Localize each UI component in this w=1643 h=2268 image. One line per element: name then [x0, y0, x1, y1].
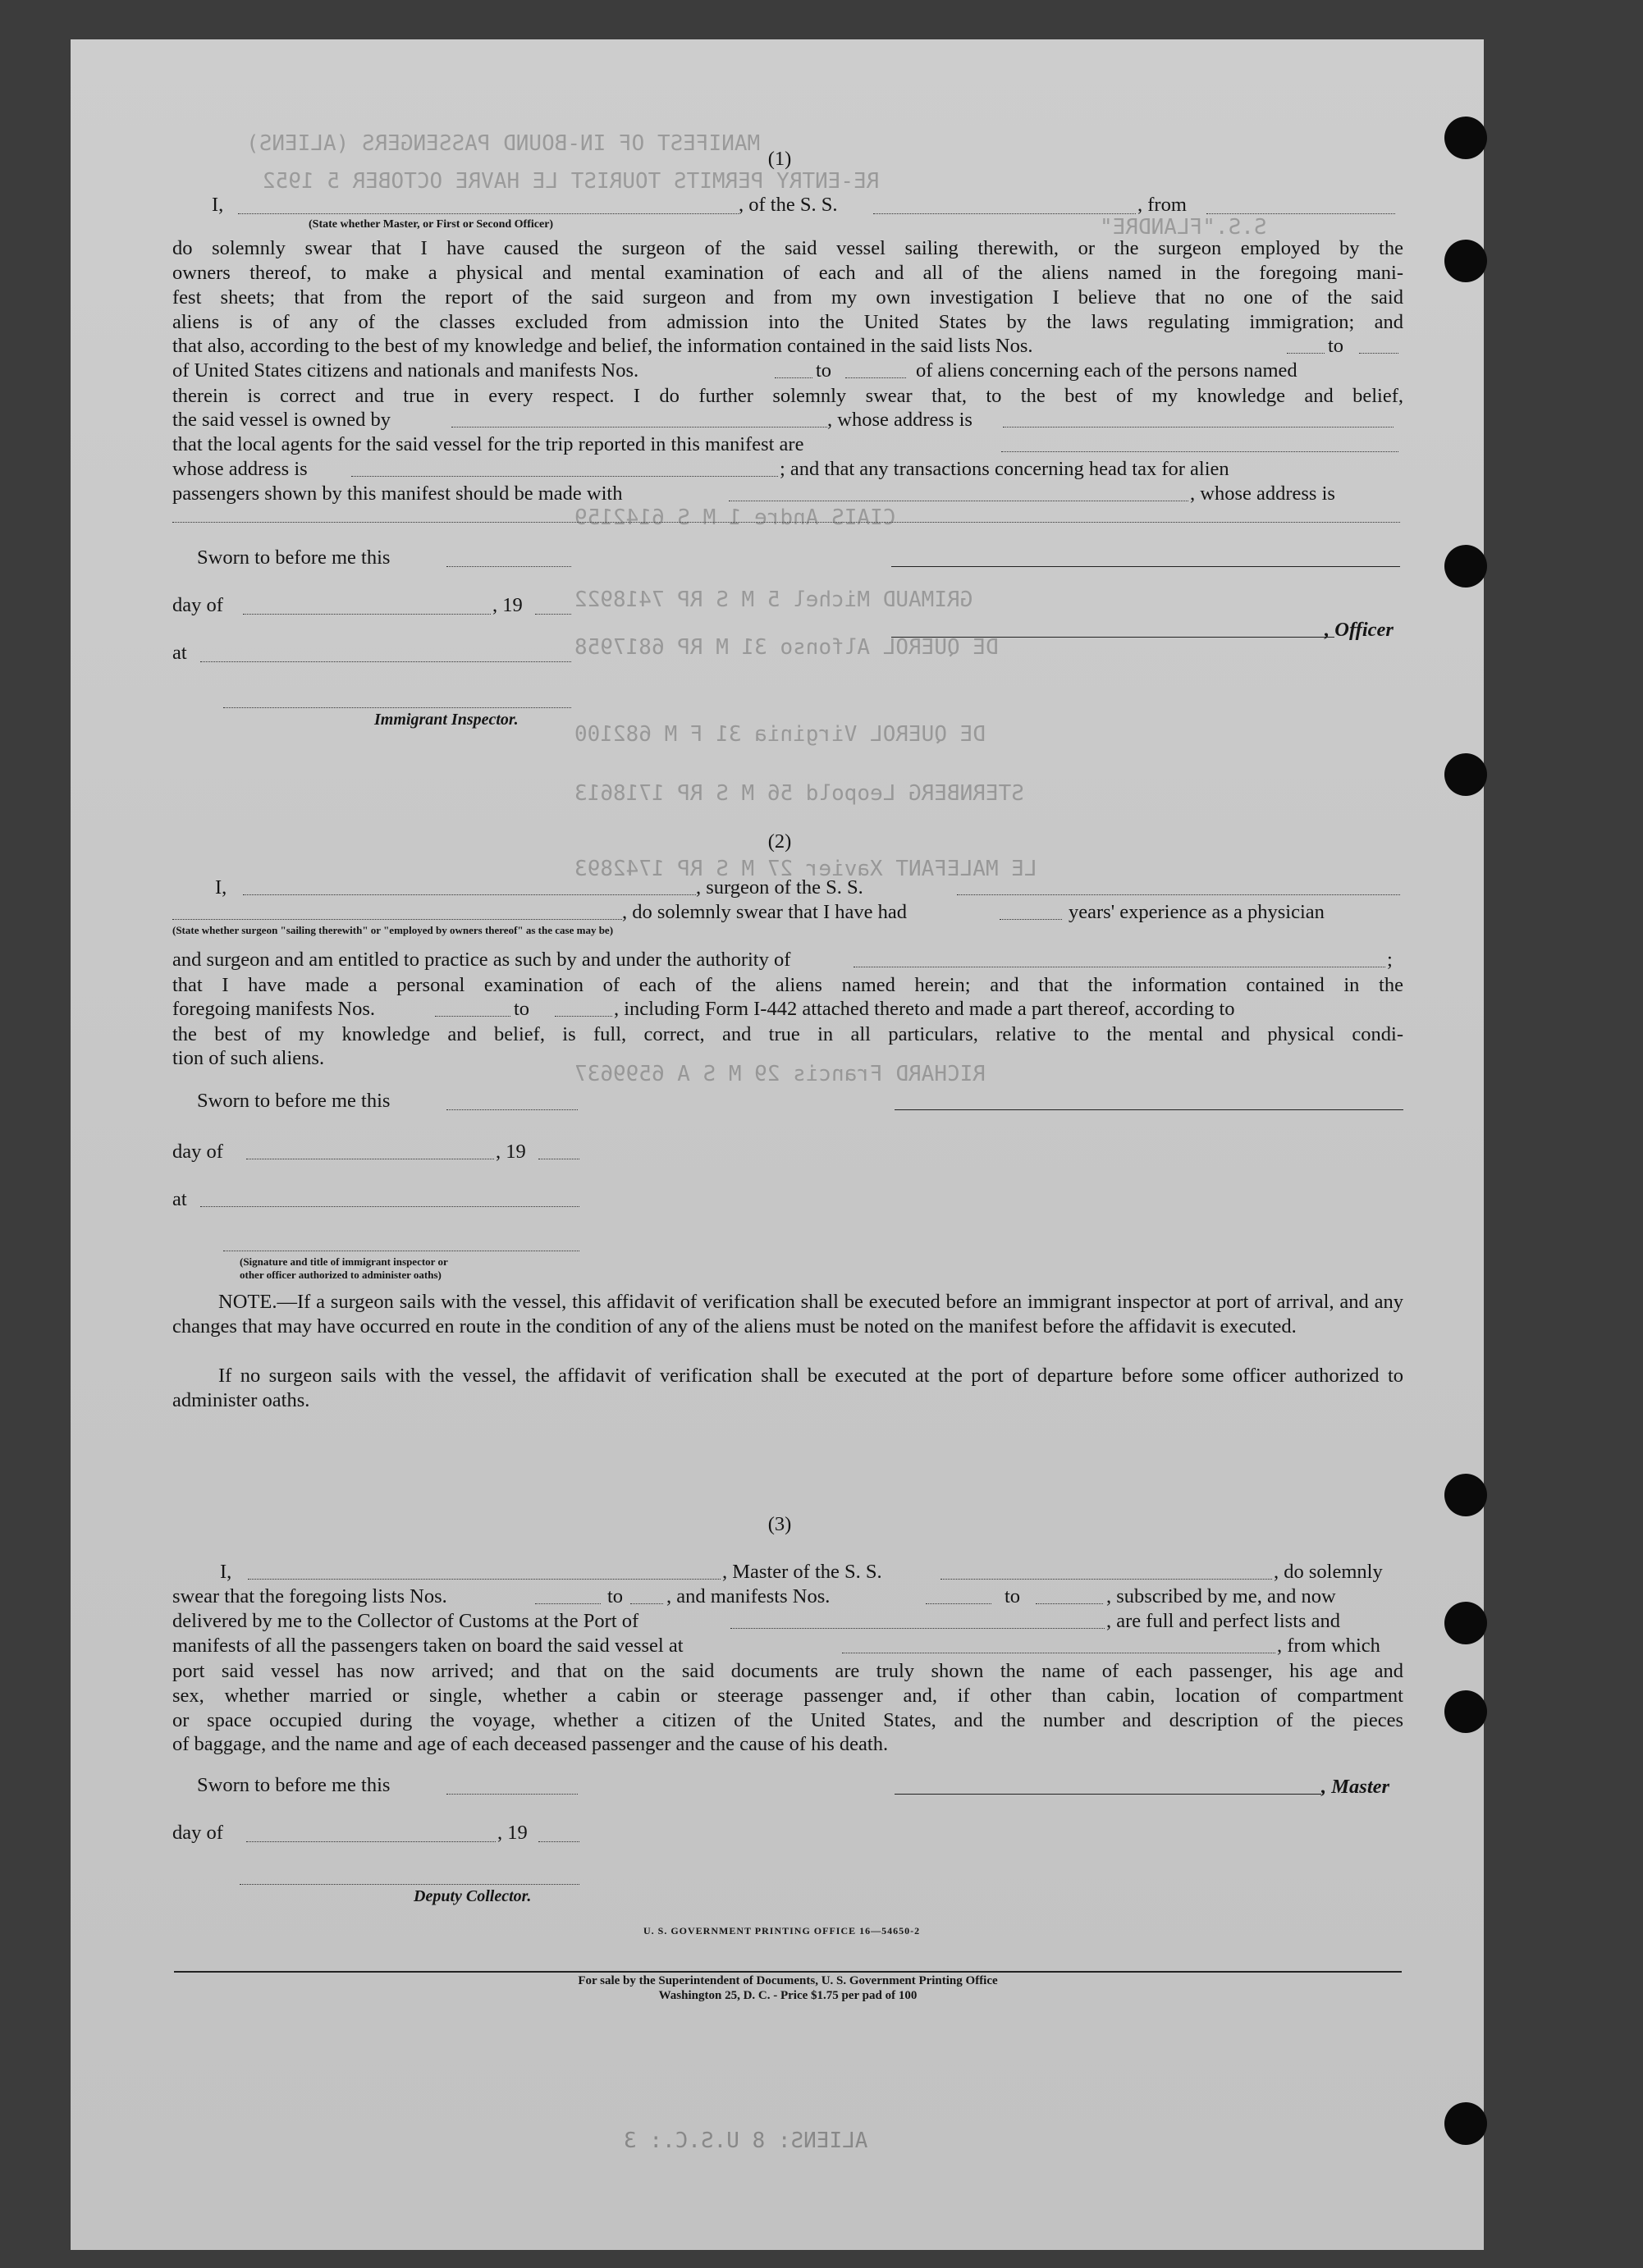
s2-at-field[interactable] — [200, 1206, 579, 1207]
s1-sworn-field[interactable] — [446, 566, 571, 567]
bleed-through-row: STERNBERG Leopold 56 M S RP 1718613 — [574, 781, 1024, 806]
s1-to-label: to — [816, 359, 832, 382]
s1-officer-title: , Officer — [1325, 619, 1394, 641]
s1-whose-address-end: , whose address is — [1190, 482, 1335, 505]
s2-surgeon-name-field[interactable] — [243, 894, 696, 895]
s1-lists-from-field[interactable] — [1287, 353, 1325, 354]
s3-year-field[interactable] — [538, 1841, 579, 1842]
s1-sworn-label: Sworn to before me this — [197, 546, 391, 569]
s3-master-signature-line[interactable] — [895, 1794, 1321, 1795]
s1-line: passengers shown by this manifest should be made with — [172, 482, 623, 505]
s2-line-foregoing-b: to — [514, 998, 530, 1020]
s1-line: fest sheets; that from the report of the said surgeon and from my own investigation I believe that no one of the said — [172, 286, 1403, 309]
s2-line-authority: and surgeon and am entitled to practice as such by and under the authority of — [172, 949, 791, 971]
s1-line: whose address is — [172, 458, 308, 480]
s1-at-label: at — [172, 642, 187, 664]
footer-sale-line-2: Washington 25, D. C. - Price $1.75 per pad of 100 — [658, 1989, 918, 2002]
footer-sale-line-1: For sale by the Superintendent of Documents, U. S. Government Printing Office — [578, 1974, 998, 1987]
s3-do-solemnly: , do solemnly — [1274, 1561, 1383, 1583]
s1-of-aliens: of aliens concerning each of the persons named — [916, 359, 1297, 382]
footer-rule — [174, 1971, 1402, 1973]
s1-from-port-field[interactable] — [1206, 213, 1395, 214]
s3-l3b: , are full and perfect lists and — [1106, 1610, 1341, 1632]
s3-line: sex, whether married or single, whether a cabin or steerage passenger and, if other than cabin, location of compartment — [172, 1685, 1403, 1707]
s3-l3a: delivered by me to the Collector of Customs at the Port of — [172, 1610, 639, 1632]
note-paragraph-1 — [172, 1290, 1403, 1339]
s2-line-foregoing-c: , including Form I-442 attached thereto and made a part thereof, according to — [614, 998, 1235, 1020]
bleed-through-totals: ALIENS: 8 U.S.C.: 3 — [624, 2129, 868, 2153]
s3-master-name-field[interactable] — [248, 1579, 721, 1580]
s1-whose-address: , whose address is — [827, 409, 973, 431]
s1-owner-field[interactable] — [451, 427, 827, 428]
punch-hole — [1444, 1690, 1487, 1733]
s3-l2a: swear that the foregoing lists Nos. — [172, 1585, 447, 1607]
s1-nineteen-label: , 19 — [492, 594, 523, 616]
s3-line: of baggage, and the name and age of each deceased passenger and the cause of his death. — [172, 1733, 889, 1755]
s1-day-field[interactable] — [243, 614, 491, 615]
punch-hole — [1444, 753, 1487, 796]
s1-of-ss-label: , of the S. S. — [739, 194, 838, 216]
s2-manifests-from-field[interactable] — [435, 1016, 510, 1017]
bleed-through-header: RE-ENTRY PERMITS TOURIST LE HAVRE OCTOBER 5 1952 — [263, 169, 880, 194]
s3-day-of-label: day of — [172, 1822, 223, 1844]
note-paragraph-2 — [172, 1364, 1403, 1413]
note-text-1: —If a surgeon sails with the vessel, this affidavit of verification shall be executed before an immigrant inspector at port of arrival, and any changes that may have occurred en route in the condition of any of the aliens must be noted on the manifest before the affidavit is executed. — [172, 1291, 1403, 1337]
s1-line: of United States citizens and nationals and manifests Nos. — [172, 359, 639, 382]
s1-line: the said vessel is owned by — [172, 409, 391, 431]
bleed-through-row: RICHARD Francis 29 M S A 6599637 — [574, 1062, 986, 1086]
s3-l4b: , from which — [1277, 1635, 1380, 1657]
s1-officer-line[interactable] — [891, 637, 1334, 638]
s2-surgeon-signature-line[interactable] — [895, 1109, 1403, 1110]
s1-line: that also, according to the best of my knowledge and belief, the information contained in the said lists Nos. — [172, 335, 1033, 357]
s3-nineteen-label: , 19 — [497, 1822, 528, 1844]
punch-hole — [1444, 117, 1487, 159]
s1-to-label: to — [1328, 335, 1344, 357]
bleed-through-row: DE QUEROL Virginia 31 F M 682100 — [574, 722, 986, 747]
s2-semicolon: ; — [1387, 949, 1393, 971]
s3-i-label: I, — [220, 1561, 232, 1583]
s2-line-best: the best of my knowledge and belief, is full, correct, and true in all particulars, relative to the mental and physical condi- — [172, 1023, 1403, 1045]
s3-manifests-to-field[interactable] — [1036, 1603, 1103, 1604]
s2-day-of-label: day of — [172, 1141, 223, 1163]
s1-officer-hint: (State whether Master, or First or Second Officer) — [309, 218, 554, 231]
s3-l2d: to — [1005, 1585, 1021, 1607]
s1-head-tax: ; and that any transactions concerning head tax for alien — [780, 458, 1229, 480]
s1-line: that the local agents for the said vessel for the trip reported in this manifest are — [172, 433, 804, 455]
s3-lists-to-field[interactable] — [630, 1603, 663, 1604]
s3-master-of: , Master of the S. S. — [722, 1561, 882, 1583]
s3-line: or space occupied during the voyage, whether a citizen of the United States, and the number and description of the pieces — [172, 1709, 1403, 1731]
s3-manifests-from-field[interactable] — [926, 1603, 991, 1604]
s1-line: aliens is of any of the classes excluded from admission into the United States by the laws regulating immigration; and — [172, 311, 1403, 333]
punch-hole — [1444, 1474, 1487, 1516]
s3-line: port said vessel has now arrived; and that on the said documents are truly shown the name of each passenger, his age and — [172, 1660, 1403, 1682]
s3-port-field[interactable] — [730, 1628, 1105, 1629]
punch-hole — [1444, 545, 1487, 588]
s2-manifests-to-field[interactable] — [555, 1016, 612, 1017]
s1-agents-address-field[interactable] — [351, 476, 778, 477]
punch-hole — [1444, 240, 1487, 282]
s2-sig-hint-2: other officer authorized to administer oaths) — [240, 1269, 442, 1281]
s3-l2e: , subscribed by me, and now — [1106, 1585, 1336, 1607]
note-text-2: If no surgeon sails with the vessel, the affidavit of verification shall be executed at the port of departure before some officer authorized to administer oaths. — [172, 1365, 1403, 1411]
bleed-through-row: LE MALEFANT Xavier 27 M S RP 1742893 — [574, 857, 1037, 881]
gpo-imprint: U. S. GOVERNMENT PRINTING OFFICE 16—54650-2 — [643, 1925, 921, 1936]
s1-line: owners thereof, to make a physical and mental examination of each and all of the aliens named in the foregoing mani- — [172, 262, 1403, 284]
s2-years: years' experience as a physician — [1069, 901, 1325, 923]
s1-i-label: I, — [212, 194, 224, 216]
s3-l2c: , and manifests Nos. — [666, 1585, 831, 1607]
bleed-through-row: GRIMAUD Michel 5 M S RP 7418922 — [574, 588, 973, 612]
bleed-through-title: MANIFEST OF IN-BOUND PASSENGERS (ALIENS) — [246, 131, 761, 156]
s1-at-field[interactable] — [200, 661, 571, 662]
section-1-number: (1) — [767, 148, 792, 170]
punch-hole — [1444, 2102, 1487, 2145]
s2-line-tion: tion of such aliens. — [172, 1047, 325, 1069]
s1-inspector-signature-line[interactable] — [223, 707, 571, 708]
s1-line: do solemnly swear that I have caused the surgeon of the said vessel sailing therewith, or the surgeon employed by the — [172, 237, 1403, 259]
bleed-through-row: DE QUEROL Alfonso 31 M RP 6817958 — [574, 635, 999, 660]
s2-sworn-field[interactable] — [446, 1109, 578, 1110]
s3-l2b: to — [607, 1585, 624, 1607]
s2-line-exam: that I have made a personal examination of each of the aliens named herein; and that the information contained in the — [172, 974, 1403, 996]
s3-master-title: , Master — [1321, 1776, 1390, 1798]
bleed-through-ship: S.S."FLANDRE" — [1100, 215, 1267, 240]
s1-line: therein is correct and true in every respect. I do further solemnly swear that, to the best of my knowledge and belief, — [172, 385, 1403, 407]
s1-ship-name-field[interactable] — [873, 213, 1136, 214]
s1-head-tax-address-field[interactable] — [172, 522, 1400, 523]
s1-agents-field[interactable] — [1001, 451, 1398, 452]
bleed-through-row: CIAIS Andre 1 M S 6142159 — [574, 505, 896, 530]
s1-owner-address-field[interactable] — [1003, 427, 1394, 428]
s3-lists-from-field[interactable] — [535, 1603, 601, 1604]
s2-sig-hint-1: (Signature and title of immigrant inspector or — [240, 1255, 448, 1268]
s1-from-label: , from — [1137, 194, 1187, 216]
note-lead: NOTE. — [218, 1291, 277, 1313]
s3-day-field[interactable] — [246, 1841, 496, 1842]
s3-sworn-field[interactable] — [446, 1794, 578, 1795]
s3-ship-field[interactable] — [940, 1579, 1272, 1580]
s1-lists-to-field[interactable] — [1359, 353, 1398, 354]
s1-manifests-from-field[interactable] — [775, 377, 812, 378]
s1-manifests-to-field[interactable] — [845, 377, 906, 378]
s3-l4a: manifests of all the passengers taken on board the said vessel at — [172, 1635, 684, 1657]
s3-deputy-signature-line[interactable] — [240, 1884, 579, 1885]
s1-year-field[interactable] — [535, 614, 571, 615]
s2-i-label: I, — [215, 876, 227, 899]
section-3-number: (3) — [767, 1513, 792, 1535]
s3-deputy-collector: Deputy Collector. — [414, 1887, 532, 1905]
s1-officer-signature-line[interactable] — [891, 566, 1400, 567]
s2-surgeon-type-field[interactable] — [172, 919, 622, 920]
s2-sworn-label: Sworn to before me this — [197, 1090, 391, 1112]
s2-years-field[interactable] — [1000, 919, 1062, 920]
punch-hole — [1444, 1602, 1487, 1644]
section-2-number: (2) — [767, 830, 792, 853]
s2-nineteen-label: , 19 — [496, 1141, 526, 1163]
s2-surgeon-of: , surgeon of the S. S. — [696, 876, 863, 899]
s1-day-of-label: day of — [172, 594, 223, 616]
s2-swear: , do solemnly swear that I have had — [622, 901, 907, 923]
s2-at-label: at — [172, 1188, 187, 1210]
s1-immigrant-inspector: Immigrant Inspector. — [374, 711, 519, 729]
s3-sworn-label: Sworn to before me this — [197, 1774, 391, 1796]
s2-hint: (State whether surgeon "sailing therewith" or "employed by owners thereof" as the case may be) — [172, 924, 614, 936]
s2-line-foregoing-a: foregoing manifests Nos. — [172, 998, 375, 1020]
s2-ship-field[interactable] — [957, 894, 1400, 895]
s1-officer-name-field[interactable] — [238, 213, 739, 214]
